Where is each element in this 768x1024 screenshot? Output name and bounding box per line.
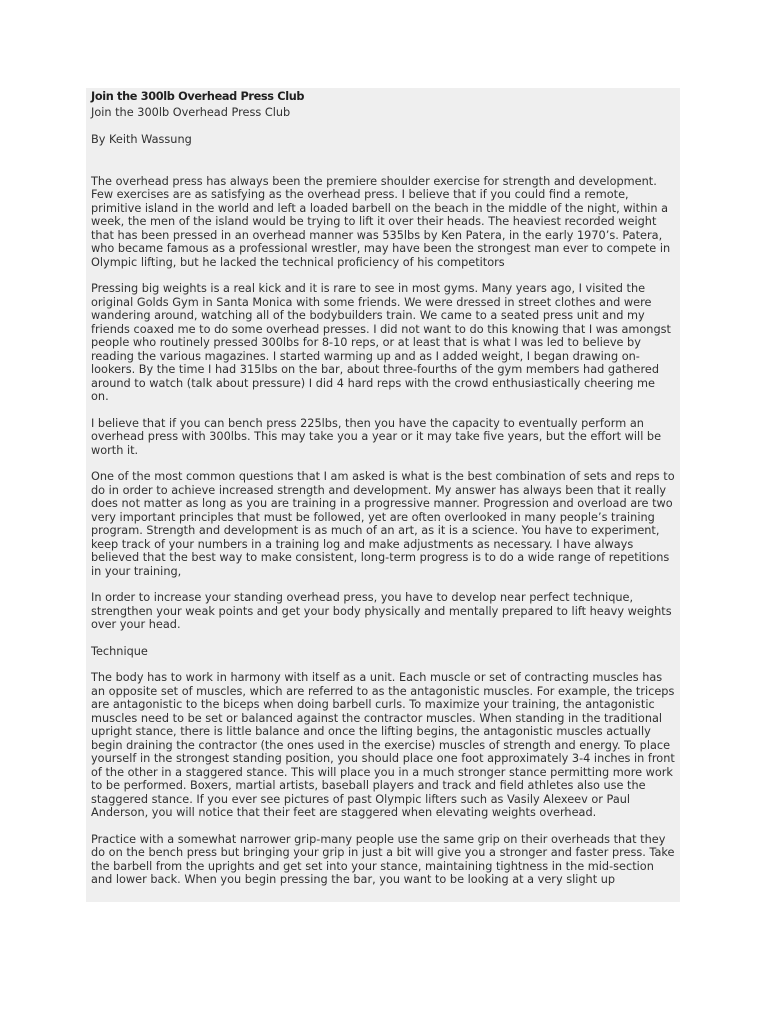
document-title: Join the 300lb Overhead Press Club [91, 90, 305, 103]
paragraph: Practice with a somewhat narrower grip-many people use the same grip on their overheads that they do on the bench press but bringing your grip in just a bit will give you a stronger and faster press. Take the barbell from the uprights and get set into your stance, maintaining tightness in the mid-section and lower back. When you begin pressing the bar, you want to be looking at a very slight up [91, 832, 675, 886]
paragraph: One of the most common questions that I am asked is what is the best combination of sets and reps to do in order to achieve increased strength and development. My answer has always been that it really does not matter as long as you are training in a progressive manner. Progression and overload are two very important principles that must be followed, yet are often overlooked in many people’s training program. Strength and development is as much of an art, as it is a science. You have to experiment, keep track of your numbers in a training log and make adjustments as necessary. I have always believed that the best way to make consistent, long-term progress is to do a wide range of repetitions in your training, [91, 470, 675, 578]
document-page [86, 88, 680, 902]
paragraph: The body has to work in harmony with itself as a unit. Each muscle or set of contracting muscles has an opposite set of muscles, which are referred to as the antagonistic muscles. For example, the triceps are antagonistic to the biceps when doing barbell curls. To maximize your training, the antagonistic muscles need to be set or balanced against the contractor muscles. When standing in the traditional upright stance, there is little balance and once the lifting begins, the antagonistic muscles actually begin draining the contractor (the ones used in the exercise) muscles of strength and energy. To place yourself in the strongest standing position, you should place one foot approximately 3-4 inches in front of the other in a staggered stance. This will place you in a much stronger stance permitting more work to be performed. Boxers, martial artists, baseball players and track and field athletes also use the staggered stance. If you ever see pictures of past Olympic lifters such as Vasily Alexeev or Paul Anderson, you will notice that their feet are staggered when elevating weights overhead. [91, 671, 675, 819]
paragraph: In order to increase your standing overhead press, you have to develop near perfect technique, strengthen your weak points and get your body physically and mentally prepared to lift heavy weights over your head. [91, 591, 672, 631]
paragraph: I believe that if you can bench press 225lbs, then you have the capacity to eventually perform an overhead press with 300lbs. This may take you a year or it may take five years, but the effort will be worth it. [91, 416, 662, 457]
author-byline: By Keith Wassung [91, 133, 192, 146]
section-heading-technique: Technique [91, 644, 148, 658]
paragraph: The overhead press has always been the premiere shoulder exercise for strength and development. Few exercises are as satisfying as the overhead press. I believe that if you could find a remote, primitive island in the world and left a loaded barbell on the beach in the middle of the night, within a week, the men of the island would be trying to lift it over their heads. The heaviest recorded weight that has been pressed in an overhead manner was 535lbs by Ken Patera, in the early 1970’s. Patera, who became famous as a professional wrestler, may have been the strongest man ever to compete in Olympic lifting, but he lacked the technical proficiency of his competitors [91, 174, 671, 269]
document-body [91, 88, 676, 887]
paragraph: Pressing big weights is a real kick and it is rare to see in most gyms. Many years ago, I visited the original Golds Gym in Santa Monica with some friends. We were dressed in street clothes and were wandering around, watching all of the bodybuilders train. We came to a seated press unit and my friends coaxed me to do some overhead presses. I did not want to do this knowing that I was amongst people who routinely pressed 300lbs for 8-10 reps, or at least that is what I was led to believe by reading the various magazines. I started warming up and as I added weight, I began drawing on-lookers. By the time I had 315lbs on the bar, about three-fourths of the gym members had gathered around to watch (talk about pressure) I did 4 hard reps with the crowd enthusiastically cheering me on. [91, 282, 671, 403]
document-subtitle: Join the 300lb Overhead Press Club [91, 105, 291, 119]
